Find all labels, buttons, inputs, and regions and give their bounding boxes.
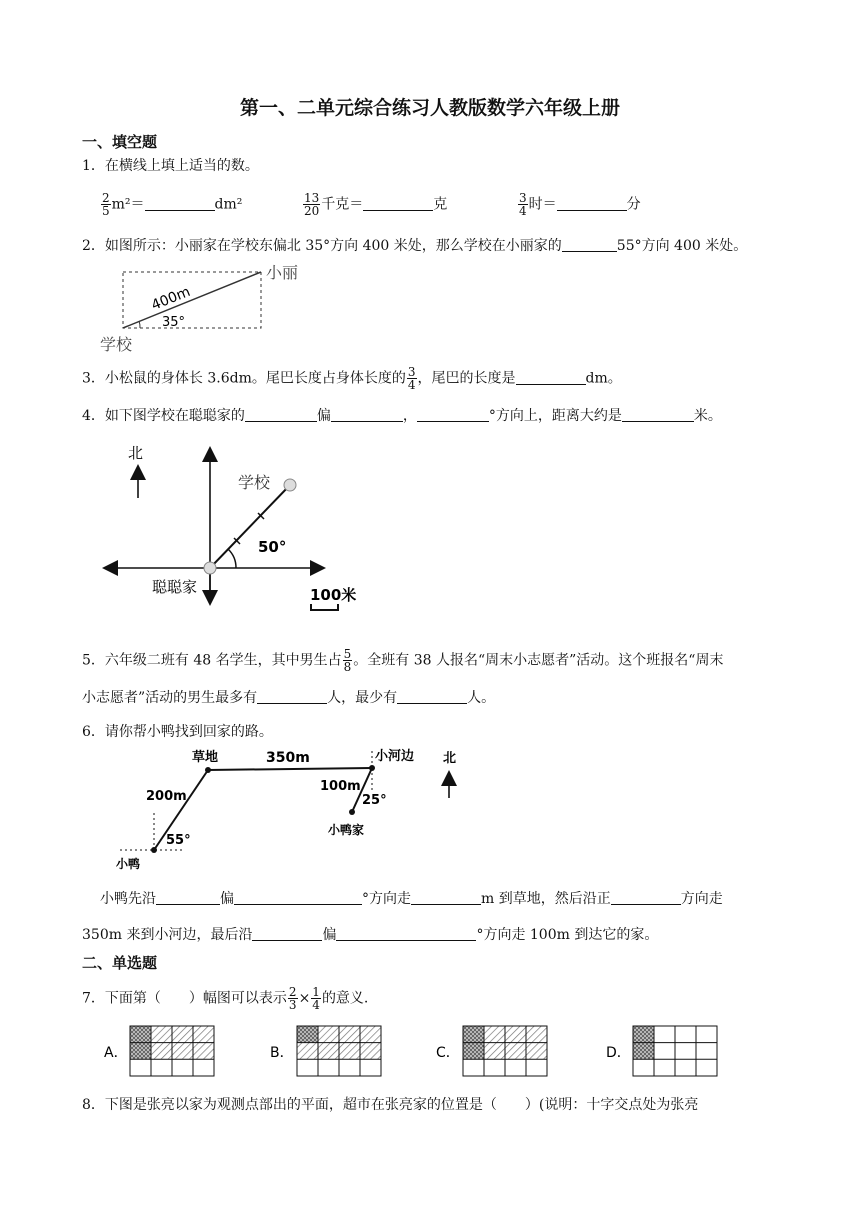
answer-blank[interactable] bbox=[417, 407, 489, 422]
question-7: 7．下面第（ ）幅图可以表示 $\frac{2}{3}$ × $\frac{1}{4}$ 的意义. bbox=[82, 985, 369, 1012]
fraction: $\frac{2}{3}$ bbox=[288, 985, 297, 1012]
fraction: $\frac{1}{4}$ bbox=[312, 985, 320, 1012]
q4-school-label: 学校 bbox=[238, 473, 271, 492]
q6-duck-home-label: 小鸭家 bbox=[328, 823, 365, 837]
answer-blank[interactable] bbox=[363, 196, 433, 211]
q1-item-c: $\frac{3}{4}$ 时＝ 分 bbox=[519, 191, 641, 218]
question-6-line-2: 350m 来到小河边，最后沿 偏 °方向走 100m 到达它的家。 bbox=[82, 927, 659, 943]
answer-blank[interactable] bbox=[562, 237, 617, 252]
fraction: $\frac{5}{8}$ bbox=[343, 647, 352, 674]
answer-blank[interactable] bbox=[397, 689, 467, 704]
question-6: 6．请你帮小鸭找到回家的路。 bbox=[82, 724, 273, 740]
fraction: $\frac{2}{5}$ bbox=[102, 191, 110, 218]
option-a-grid[interactable] bbox=[130, 1026, 214, 1076]
q6-diagram bbox=[110, 740, 470, 880]
q2-home-label: 小丽 bbox=[266, 263, 299, 282]
question-5-line-2: 小志愿者”活动的男生最多有 人，最少有 人。 bbox=[82, 690, 496, 706]
q4-scale-label: 100米 bbox=[310, 586, 357, 604]
section-single-choice: 二、单选题 bbox=[82, 954, 158, 972]
q4-angle-label: 50° bbox=[258, 538, 287, 556]
question-8: 8．下图是张亮以家为观测点部出的平面，超市在张亮家的位置是（ ）(说明：十字交点处为张亮 bbox=[82, 1097, 699, 1113]
answer-blank[interactable] bbox=[336, 926, 476, 941]
question-3: 3．小松鼠的身体长 3.6dm。尾巴长度占身体长度的 $\frac{3}{4}$ ，尾巴的长度是 dm。 bbox=[82, 365, 622, 392]
answer-blank[interactable] bbox=[257, 689, 327, 704]
q6-distance-100: 100m bbox=[320, 779, 361, 794]
q6-duck-label: 小鸭 bbox=[116, 857, 141, 871]
q2-school-label: 学校 bbox=[100, 335, 133, 354]
fraction: $\frac{13}{20}$ bbox=[304, 191, 320, 218]
fraction: $\frac{3}{4}$ bbox=[407, 365, 416, 392]
answer-blank[interactable] bbox=[252, 926, 322, 941]
answer-blank[interactable] bbox=[622, 407, 694, 422]
q2-diagram bbox=[96, 258, 316, 358]
q4-home-label: 聪聪家 bbox=[152, 578, 198, 596]
answer-blank[interactable] bbox=[557, 196, 627, 211]
q2-angle-label: 35° bbox=[162, 315, 186, 330]
answer-blank[interactable] bbox=[331, 407, 403, 422]
question-5: 5．六年级二班有 48 名学生，其中男生占 $\frac{5}{8}$ 。全班有 38 人报名“周末小志愿者”活动。这个班报名“周末 bbox=[82, 647, 724, 674]
answer-blank[interactable] bbox=[516, 370, 586, 385]
q4-north-label: 北 bbox=[128, 444, 144, 462]
q6-grass-label: 草地 bbox=[192, 750, 219, 765]
option-d-grid[interactable] bbox=[633, 1026, 717, 1076]
q6-distance-350: 350m bbox=[266, 750, 310, 766]
option-d-label[interactable]: D． bbox=[606, 1045, 631, 1061]
option-c-label[interactable]: C． bbox=[436, 1045, 460, 1061]
option-b-grid[interactable] bbox=[297, 1026, 381, 1076]
option-a-label[interactable]: A． bbox=[104, 1045, 128, 1061]
section-fill-blank: 一、填空题 bbox=[82, 133, 158, 151]
q6-river-label: 小河边 bbox=[375, 749, 415, 764]
answer-blank[interactable] bbox=[145, 196, 215, 211]
q6-north-label: 北 bbox=[443, 751, 457, 766]
answer-blank[interactable] bbox=[611, 890, 681, 905]
answer-blank[interactable] bbox=[156, 890, 220, 905]
question-2: 2．如图所示：小丽家在学校东偏北 35°方向 400 米处，那么学校在小丽家的 55°方向 400 米处。 bbox=[82, 238, 748, 254]
q6-angle-25: 25° bbox=[362, 793, 387, 808]
q4-diagram bbox=[100, 440, 380, 620]
option-c-grid[interactable] bbox=[463, 1026, 547, 1076]
q6-angle-55: 55° bbox=[166, 833, 191, 848]
page-title: 第一、二单元综合练习人教版数学六年级上册 bbox=[239, 97, 620, 119]
answer-blank[interactable] bbox=[245, 407, 317, 422]
question-1: 1．在横线上填上适当的数。 bbox=[82, 158, 259, 174]
answer-blank[interactable] bbox=[234, 890, 362, 905]
q6-distance-200: 200m bbox=[146, 789, 187, 804]
fraction: $\frac{3}{4}$ bbox=[519, 191, 527, 218]
q1-item-b: $\frac{13}{20}$ 千克＝ 克 bbox=[304, 191, 448, 218]
q1-item-a: $\frac{2}{5}$ m²＝ dm² bbox=[102, 191, 243, 218]
question-6-line-1: 小鸭先沿 偏 °方向走 m 到草地，然后沿正 方向走 bbox=[100, 891, 723, 907]
q2-distance-label: 400m bbox=[149, 283, 193, 314]
answer-blank[interactable] bbox=[411, 890, 481, 905]
question-4: 4．如下图学校在聪聪家的 偏 ， °方向上，距离大约是 米。 bbox=[82, 408, 722, 424]
option-b-label[interactable]: B． bbox=[270, 1045, 294, 1061]
q7-options bbox=[0, 1020, 860, 1080]
